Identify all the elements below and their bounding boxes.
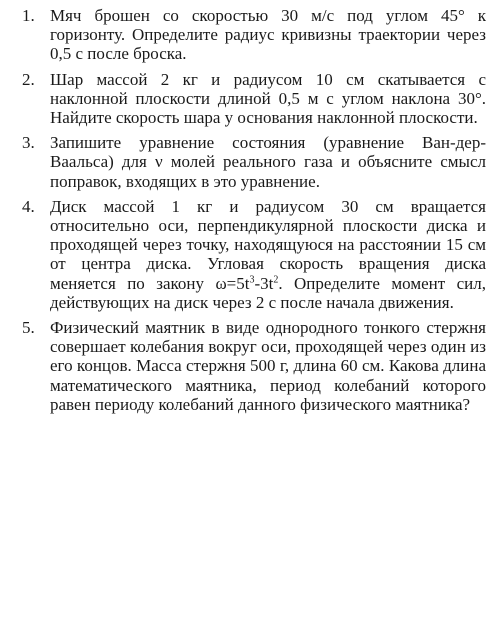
problem-number: 1. (22, 6, 35, 25)
problem-1 (22, 6, 486, 64)
problem-number: 3. (22, 133, 35, 153)
exponent: 2 (273, 273, 279, 285)
problem-text: Шар массой 2 кг и радиусом 10 см скатывается с наклонной плоскости длиной 0,5 м с углом наклона 30°. Найдите скорость шара у основания наклонной плоскости. (50, 69, 486, 128)
problem-text-part: -3t (254, 273, 274, 293)
problem-text (50, 197, 486, 312)
problem-text: Запишите уравнение состояния (уравнение Ван-дер-Ваальса) для ν молей реального газа и объясните смысл поправок, входящих в это уравнение. (50, 133, 486, 191)
problem-5 (22, 318, 486, 414)
problem-4 (22, 197, 486, 312)
problem-3 (22, 133, 486, 191)
problem-number: 2. (22, 69, 35, 89)
problem-text: Физический маятник в виде однородного тонкого стержня совершает колебания вокруг оси, проходящей через один из его концов. Масса стержня 500 г, длина 60 см. Какова длина математического маятника, период колебаний которого равен периоду колебаний данного физического маятника? (50, 318, 486, 414)
problem-text: Мяч брошен со скоростью 30 м/с под углом 45° к горизонту. Определите радиус кривизны траектории через 0,5 с после броска. (50, 6, 486, 64)
problem-text-part: Диск массой 1 кг и радиусом 30 см вращается относительно оси, перпендикулярной плоскости диска и проходящей через точку, находящуюся на расстоянии 15 см от центра диска. Угловая скорость вращения диска меняется по закону ω=5t (50, 196, 486, 293)
problem-number: 5. (22, 318, 35, 338)
exponent: 3 (249, 273, 255, 285)
problem-2 (22, 70, 486, 128)
problem-list (22, 6, 486, 414)
problem-text-part: . Определите момент сил, действующих на диск через 2 с после начала движения. (50, 273, 487, 312)
problem-number: 4. (22, 196, 35, 216)
